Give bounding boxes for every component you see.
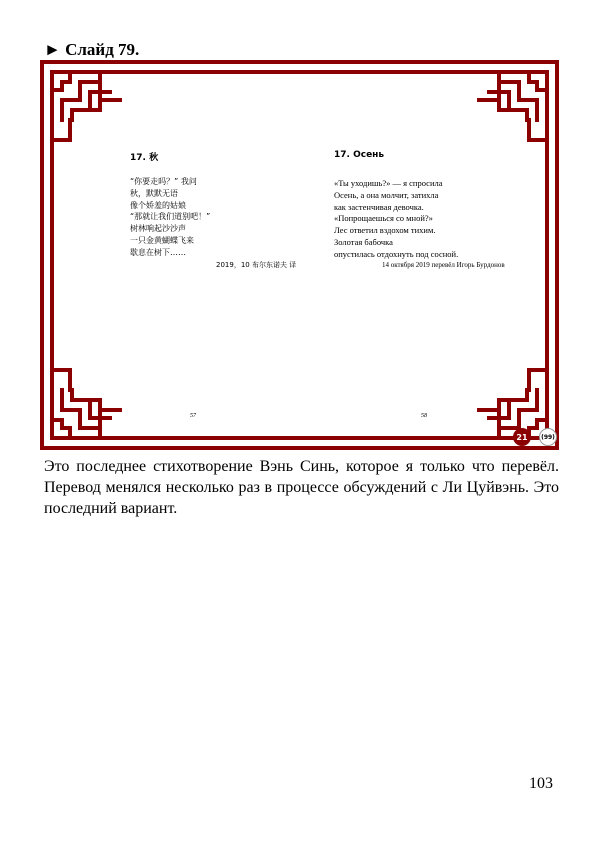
slide-number-badge: 21 [513, 428, 531, 446]
poem-line: 一只金黄蝴蝶飞来 [130, 235, 194, 245]
slide-heading-text: Слайд 79. [65, 40, 140, 59]
poem-line: Золотая бабочка [334, 236, 393, 247]
chinese-ornament-frame [40, 60, 559, 450]
poem-line: 秋，默默无语 [130, 188, 178, 198]
poem-line: 树林响起沙沙声 [130, 224, 186, 234]
right-poem-lines [334, 178, 458, 261]
poem-line: “那就让我们道别吧！” [130, 212, 211, 222]
poem-line: «Ты уходишь?» — я спросила [334, 178, 443, 188]
left-page-number: 57 [190, 413, 196, 419]
poem-line: “你要走吗？” 我问 [130, 177, 197, 186]
right-page-number: 58 [421, 413, 427, 419]
slide-image [40, 60, 559, 450]
right-poem-credit: 14 октября 2019 перевёл Игорь Бурдонов [382, 261, 505, 269]
slide-total-badge: (99) [539, 428, 557, 446]
right-poem-title: 17. Осень [334, 150, 385, 160]
poem-line: опустилась отдохнуть под сосной. [334, 248, 459, 259]
poem-line: как застенчивая девочка. [334, 201, 424, 212]
poem-line: 像个娇羞的姑娘 [130, 200, 186, 210]
page-number: 103 [529, 775, 553, 792]
slide-heading [44, 40, 139, 60]
poem-line: 歇息在树下…… [130, 247, 186, 257]
poem-line: «Попрощаешься со мной?» [334, 213, 433, 224]
left-poem-lines [130, 176, 210, 259]
poem-line: Лес ответил вздохом тихим. [334, 225, 436, 236]
triangle-marker-icon: ► [44, 40, 61, 59]
poem-line: Осень, а она молчит, затихла [334, 189, 439, 200]
left-poem-title: 17. 秋 [130, 153, 159, 163]
left-poem-credit: 2019，10 布尔东诺夫 译 [216, 261, 297, 269]
body-paragraph: Это последнее стихотворение Вэнь Синь, которое я только что перевёл. Перевод менялся несколько раз в процессе обсуждений с Ли Цуйвэнь. Это последний вариант. [44, 458, 559, 517]
